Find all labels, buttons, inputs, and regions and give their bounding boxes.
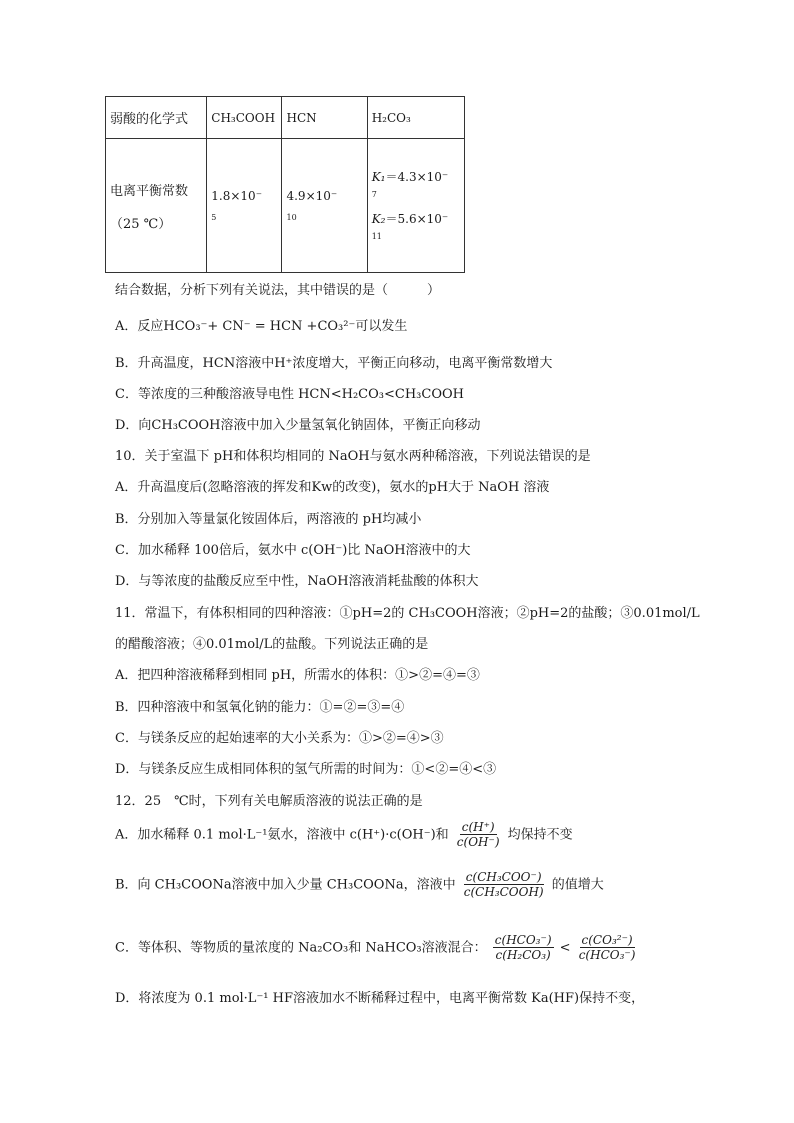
row-label-line: 电离平衡常数	[110, 183, 189, 199]
k1-exponent: 7	[371, 189, 377, 199]
question-11-option-b: B．四种溶液中和氢氧化钠的能力：①=②=③=④	[115, 700, 405, 715]
option-text: B．向 CH₃COONa溶液中加入少量 CH₃COONa，溶液中	[115, 877, 456, 893]
fraction	[493, 933, 554, 963]
table-row-label	[106, 139, 207, 273]
table-header-cell: HCN	[282, 97, 367, 139]
question-11-stem-cont: 的醋酸溶液；④0.01mol/L的盐酸。下列说法正确的是	[115, 637, 429, 652]
fraction	[462, 870, 546, 900]
ka-hcn-cell	[282, 139, 367, 273]
question-12-stem: 12．25 ℃时，下列有关电解质溶液的说法正确的是	[115, 794, 423, 809]
fraction-denominator: c(CH₃COOH)	[463, 885, 544, 900]
fraction-numerator: c(CO₃²⁻)	[581, 933, 633, 947]
question-12-option-b	[115, 870, 604, 900]
ka-ch3cooh-cell	[207, 139, 282, 273]
row-label-line: （25 ℃）	[110, 216, 172, 232]
question-12-option-c	[115, 933, 639, 963]
k2-exponent: 11	[371, 231, 382, 241]
question-10-stem: 10．关于室温下 pH和体积均相同的 NaOH与氨水两种稀溶液，下列说法错误的是	[115, 449, 591, 464]
question-11-option-c: C．与镁条反应的起始速率的大小关系为：①>②=④>③	[115, 731, 444, 746]
question-11-option-d: D．与镁条反应生成相同体积的氢气所需的时间为：①<②=④<③	[115, 762, 497, 777]
table-row	[106, 139, 465, 273]
question-11-option-a: A．把四种溶液稀释到相同 pH，所需水的体积：①>②=④=③	[115, 668, 480, 683]
question-10-option-d: D．与等浓度的盐酸反应至中性，NaOH溶液消耗盐酸的体积大	[115, 574, 479, 589]
k1-label: K₁	[371, 169, 386, 184]
ka-value: 1.8×10⁻	[211, 189, 263, 203]
ka-exponent: 5	[211, 213, 217, 222]
question-9-stem: 结合数据，分析下列有关说法，其中错误的是（ ）	[115, 283, 441, 298]
option-text: A．加水稀释 0.1 mol·L⁻¹氨水，溶液中 c(H⁺)·c(OH⁻)和	[115, 827, 449, 843]
question-9-option-c: C．等浓度的三种酸溶液导电性 HCN<H₂CO₃<CH₃COOH	[115, 387, 464, 402]
k1-value: ＝4.3×10⁻	[385, 169, 449, 184]
k2-value: ＝5.6×10⁻	[385, 211, 449, 226]
option-text: 的值增大	[551, 877, 604, 893]
question-9-option-d: D．向CH₃COOH溶液中加入少量氢氧化钠固体，平衡正向移动	[115, 418, 481, 433]
question-9-option-b: B．升高温度，HCN溶液中H⁺浓度增大，平衡正向移动，电离平衡常数增大	[115, 356, 553, 371]
fraction-numerator: c(CH₃COO⁻)	[465, 870, 542, 884]
question-10-option-c: C．加水稀释 100倍后，氨水中 c(OH⁻)比 NaOH溶液中的大	[115, 543, 471, 558]
fraction-numerator: c(H⁺)	[461, 820, 495, 834]
fraction	[455, 820, 502, 850]
table-header-cell: CH₃COOH	[207, 97, 282, 139]
option-text: 均保持不变	[507, 827, 573, 843]
table-header-cell: H₂CO₃	[367, 97, 464, 139]
ka-h2co3-cell	[367, 139, 464, 273]
question-10-option-b: B．分别加入等量氯化铵固体后，两溶液的 pH均减小	[115, 512, 422, 527]
table-header-row	[106, 97, 465, 139]
fraction-numerator: c(HCO₃⁻)	[494, 933, 552, 947]
table-header-cell: 弱酸的化学式	[106, 97, 207, 139]
question-12-option-d: D．将浓度为 0.1 mol·L⁻¹ HF溶液加水不断稀释过程中，电离平衡常数 Ka(HF)保持不变，	[115, 991, 645, 1006]
fraction-denominator: c(OH⁻)	[456, 835, 500, 850]
fraction-denominator: c(HCO₃⁻)	[578, 948, 636, 963]
acid-constants-table	[105, 96, 465, 273]
fraction	[577, 933, 638, 963]
k2-label: K₂	[371, 211, 386, 226]
ka-exponent: 10	[286, 213, 297, 222]
comparison-operator: <	[559, 940, 571, 956]
question-11-stem: 11．常温下，有体积相同的四种溶液：①pH=2的 CH₃COOH溶液；②pH=2的盐酸；③0.01mol/L	[115, 606, 700, 621]
question-10-option-a: A．升高温度后(忽略溶液的挥发和Kw的改变)，氨水的pH大于 NaOH 溶液	[115, 480, 550, 495]
fraction-denominator: c(H₂CO₃)	[495, 948, 551, 963]
ka-value: 4.9×10⁻	[286, 189, 338, 203]
option-text: C．等体积、等物质的量浓度的 Na₂CO₃和 NaHCO₃溶液混合：	[115, 940, 487, 956]
question-9-option-a: A．反应HCO₃⁻+ CN⁻ = HCN +CO₃²⁻可以发生	[115, 319, 408, 334]
question-12-option-a	[115, 820, 573, 850]
